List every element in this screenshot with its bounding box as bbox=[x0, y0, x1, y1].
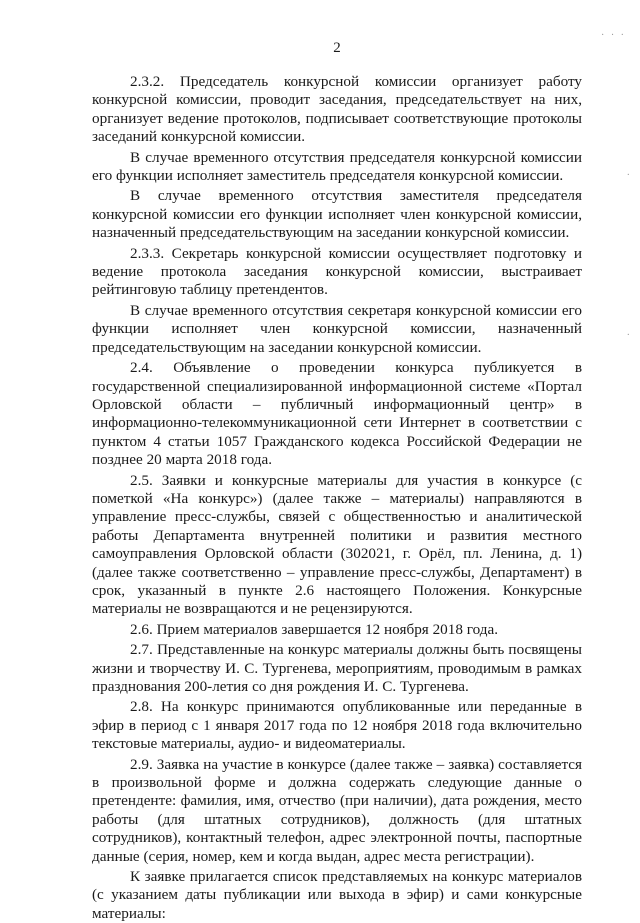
paragraph-chair-absence: В случае временного отсутствия председателя конкурсной комиссии его функции исполняет заместитель председателя конкурсной комиссии. bbox=[92, 148, 582, 185]
paragraph-2-8: 2.8. На конкурс принимаются опубликованные или переданные в эфир в период с 1 января 2017 года по 12 ноября 2018 года включительно текстовые материалы, аудио- и видеоматериалы. bbox=[92, 698, 582, 753]
paragraph-2-4: 2.4. Объявление о проведении конкурса публикуется в государственной специализированной информационной системе «Портал Орловской области – публичный информационный центр» в информационно-телекоммуникационной сети Интернет в соответствии с пунктом 4 статьи 1057 Гражданского кодекса Российской Федерации не позднее 20 марта 2018 года. bbox=[92, 359, 582, 469]
paragraph-2-3-3: 2.3.3. Секретарь конкурсной комиссии осуществляет подготовку и ведение протокола заседания конкурсной комиссии, выстраивает рейтинговую таблицу претендентов. bbox=[92, 244, 582, 299]
paragraph-2-6: 2.6. Прием материалов завершается 12 ноября 2018 года. bbox=[130, 620, 499, 638]
scan-artifact: · bbox=[626, 330, 632, 341]
scan-artifact: · · · bbox=[601, 30, 626, 41]
paragraph-2-3-2: 2.3.2. Председатель конкурсной комиссии организует работу конкурсной комиссии, проводит заседания, председательствует на них, организует ведение протоколов, подписывает соответствующие протоколы заседаний конкурсной комиссии. bbox=[92, 73, 582, 146]
paragraph-2-5: 2.5. Заявки и конкурсные материалы для участия в конкурсе (с пометкой «На конкурс») (далее также – материалы) направляются в управление пресс-службы, связей с общественностью и аналитической работы Департамента внутренней политики и развития местного самоуправления Орловской области (302021, г. Орёл, пл. Ленина, д. 1) (далее также соответственно – управление пресс-службы, Департамент) в срок, указанный в пункте 2.6 настоящего Положения. Конкурсные материалы не возвращаются и не рецензируются. bbox=[92, 471, 582, 618]
paragraph-secretary-absence: В случае временного отсутствия секретаря конкурсной комиссии его функции исполняет член конкурсной комиссии, назначенный председательствующим на заседании конкурсной комиссии. bbox=[92, 301, 582, 356]
paragraph-deputy-absence: В случае временного отсутствия заместителя председателя конкурсной комиссии его функции исполняет член конкурсной комиссии, назначенный председательствующим на заседании конкурсной комиссии. bbox=[92, 187, 582, 242]
scan-artifact: · bbox=[626, 170, 632, 181]
page-number: 2 bbox=[333, 40, 341, 56]
paragraph-2-9: 2.9. Заявка на участие в конкурсе (далее также – заявка) составляется в произвольной форме и должна содержать следующие данные о претенденте: фамилия, имя, отчество (при наличии), дата рождения, место работы (для штатных сотрудников), должность (для штатных сотрудников), контактный телефон, адрес электронной почты, паспортные данные (серия, номер, кем и когда выдан, адрес места регистрации). bbox=[92, 755, 582, 865]
paragraph-application-attachments: К заявке прилагается список представляемых на конкурс материалов (с указанием даты публикации или выхода в эфир) и сами конкурсные материалы: bbox=[92, 868, 582, 922]
paragraph-2-7: 2.7. Представленные на конкурс материалы должны быть посвящены жизни и творчеству И. С. Тургенева, мероприятиям, проводимым в рамках празднования 200-летия со дня рождения И. С. Тургенева. bbox=[92, 641, 582, 695]
